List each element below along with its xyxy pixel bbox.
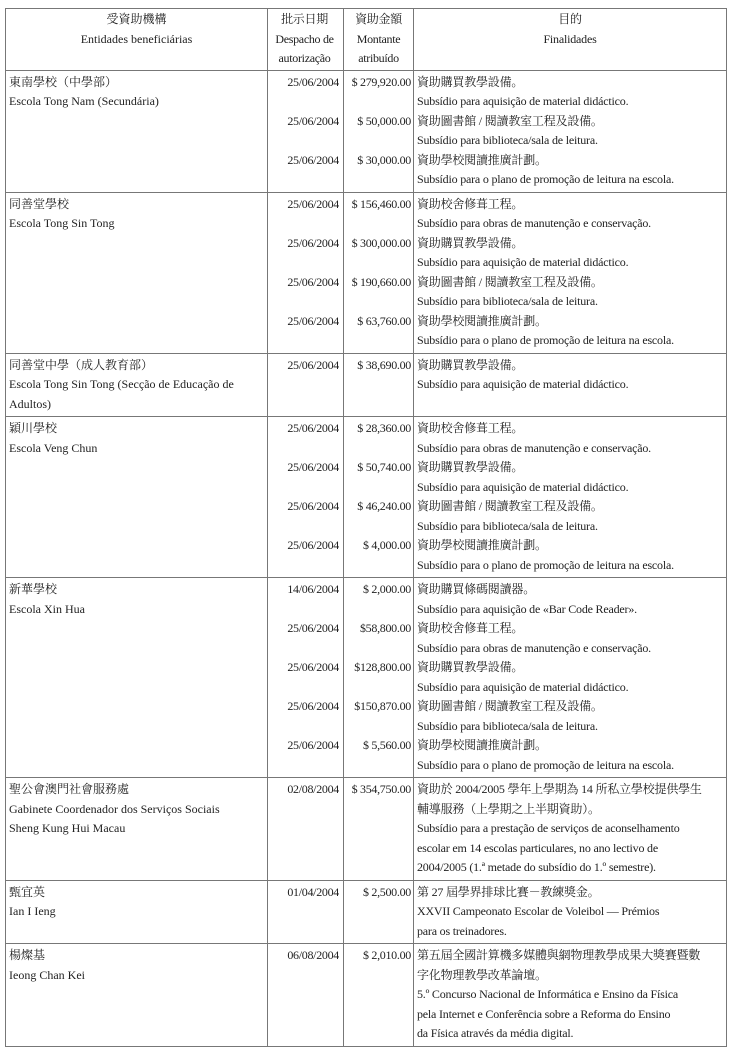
purpose-cell bbox=[414, 778, 727, 881]
purpose-line: 資助學校閱讀推廣計劃。 bbox=[417, 152, 547, 167]
header-line: 目的 bbox=[558, 12, 582, 26]
amount-entry bbox=[347, 619, 411, 658]
purpose-entry bbox=[417, 580, 723, 619]
date-entry bbox=[271, 946, 339, 1044]
beneficiary-name-line: Gabinete Coordenador dos Serviços Sociais bbox=[9, 801, 220, 816]
grant-amount: $ 279,920.00 bbox=[351, 74, 411, 89]
beneficiary-name-line: Escola Tong Sin Tong bbox=[9, 216, 115, 230]
purpose-line: Subsídio para biblioteca/sala de leitura. bbox=[417, 518, 598, 533]
purpose-entry bbox=[417, 273, 723, 312]
purpose-line: 資助學校閱讀推廣計劃。 bbox=[417, 538, 547, 552]
purpose-line: Subsídio para biblioteca/sala de leitura. bbox=[417, 133, 598, 147]
beneficiary-name-line: Ieong Chan Kei bbox=[9, 967, 85, 982]
beneficiary-name-line: 新華學校 bbox=[9, 582, 58, 596]
grant-amount: $ 2,010.00 bbox=[362, 948, 411, 962]
table-body bbox=[6, 70, 727, 1046]
amount-cell bbox=[344, 192, 414, 353]
date-cell bbox=[268, 70, 344, 192]
purpose-entry bbox=[417, 697, 723, 736]
amount-entry bbox=[347, 697, 411, 736]
purpose-entry bbox=[417, 946, 723, 1044]
beneficiary-cell bbox=[6, 944, 268, 1047]
purpose-line: Subsídio para aquisição de material didáctico. bbox=[417, 377, 629, 391]
amount-cell bbox=[344, 778, 414, 881]
approval-date: 25/06/2004 bbox=[287, 660, 339, 674]
approval-date: 06/08/2004 bbox=[287, 948, 339, 962]
header-line: Finalidades bbox=[543, 31, 597, 46]
approval-date: 25/06/2004 bbox=[287, 235, 339, 250]
grant-amount: $ 5,560.00 bbox=[362, 738, 411, 752]
amount-cell bbox=[344, 353, 414, 417]
purpose-entry bbox=[417, 312, 723, 351]
date-entry bbox=[271, 780, 339, 878]
beneficiary-name-line: 穎川學校 bbox=[9, 421, 58, 435]
purpose-line: Subsídio para aquisição de «Bar Code Reader». bbox=[417, 601, 637, 616]
purpose-entry bbox=[417, 536, 723, 575]
purpose-line: 資助購買教學設備。 bbox=[417, 660, 524, 674]
grant-amount: $ 2,500.00 bbox=[362, 884, 411, 899]
grant-amount: $ 28,360.00 bbox=[357, 421, 411, 435]
beneficiary-cell bbox=[6, 353, 268, 417]
date-entry bbox=[271, 419, 339, 458]
beneficiary-name-line: 楊燦基 bbox=[9, 948, 46, 962]
date-entry bbox=[271, 619, 339, 658]
purpose-line: 2004/2005 (1.ª metade do subsídio do 1.º semestre). bbox=[417, 860, 656, 874]
purpose-line: Subsídio para o plano de promoção de leitura na escola. bbox=[417, 172, 674, 186]
beneficiary-name-line: 同善堂中學（成人教育部） bbox=[9, 357, 154, 372]
purpose-line: pela Internet e Conferência sobre a Reforma do Ensino bbox=[417, 1006, 671, 1021]
beneficiary-name-line: Escola Veng Chun bbox=[9, 440, 98, 455]
amount-cell bbox=[344, 70, 414, 192]
approval-date: 02/08/2004 bbox=[287, 782, 339, 796]
approval-date: 25/06/2004 bbox=[287, 196, 339, 211]
purpose-line: 資助購買條碼閱讀器。 bbox=[417, 582, 536, 596]
amount-entry bbox=[347, 312, 411, 351]
beneficiary-cell bbox=[6, 778, 268, 881]
table-row bbox=[6, 353, 727, 417]
date-cell bbox=[268, 578, 344, 778]
table-row bbox=[6, 192, 727, 353]
amount-entry bbox=[347, 658, 411, 697]
header-line: Montante bbox=[356, 31, 401, 46]
amount-entry bbox=[347, 780, 411, 878]
purpose-line: para os treinadores. bbox=[417, 923, 507, 938]
header-purpose bbox=[414, 9, 727, 71]
date-entry bbox=[271, 658, 339, 697]
date-entry bbox=[271, 736, 339, 775]
amount-entry bbox=[347, 536, 411, 575]
date-cell bbox=[268, 353, 344, 417]
date-entry bbox=[271, 697, 339, 736]
grant-amount: $ 38,690.00 bbox=[357, 357, 411, 372]
purpose-line: 資助圖書館 / 閱讀教室工程及設備。 bbox=[417, 699, 603, 713]
amount-entry bbox=[347, 419, 411, 458]
table-header bbox=[6, 9, 727, 71]
purpose-line: XXVII Campeonato Escolar de Voleibol — Prémios bbox=[417, 904, 660, 918]
purpose-line: da Física através da média digital. bbox=[417, 1026, 574, 1040]
purpose-line: Subsídio para o plano de promoção de leitura na escola. bbox=[417, 557, 674, 572]
date-entry bbox=[271, 458, 339, 497]
date-cell bbox=[268, 778, 344, 881]
amount-cell bbox=[344, 578, 414, 778]
grant-amount: $ 2,000.00 bbox=[362, 582, 411, 596]
date-entry bbox=[271, 536, 339, 575]
approval-date: 25/06/2004 bbox=[287, 738, 339, 752]
date-entry bbox=[271, 273, 339, 312]
table-row bbox=[6, 778, 727, 881]
approval-date: 01/04/2004 bbox=[287, 884, 339, 899]
purpose-cell bbox=[414, 70, 727, 192]
grants-table bbox=[5, 8, 727, 1047]
grant-amount: $150,870.00 bbox=[354, 699, 411, 713]
header-line: Entidades beneficiárias bbox=[80, 31, 193, 46]
grant-amount: $ 46,240.00 bbox=[357, 499, 411, 513]
table-row bbox=[6, 417, 727, 578]
purpose-line: 資助學校閱讀推廣計劃。 bbox=[417, 313, 547, 328]
approval-date: 25/06/2004 bbox=[287, 460, 339, 474]
purpose-line: 5.º Concurso Nacional de Informática e Ensino da Física bbox=[417, 987, 678, 1001]
beneficiary-name-line: 同善堂學校 bbox=[9, 196, 70, 211]
grant-amount: $ 156,460.00 bbox=[351, 196, 411, 211]
amount-entry bbox=[347, 580, 411, 619]
amount-cell bbox=[344, 944, 414, 1047]
beneficiary-cell bbox=[6, 880, 268, 944]
grant-amount: $58,800.00 bbox=[359, 621, 411, 635]
purpose-entry bbox=[417, 419, 723, 458]
beneficiary-name-line: Ian I Ieng bbox=[9, 904, 56, 918]
purpose-line: 資助圖書館 / 閱讀教室工程及設備。 bbox=[417, 499, 603, 513]
purpose-entry bbox=[417, 780, 723, 878]
purpose-line: Subsídio para aquisição de material didáctico. bbox=[417, 479, 629, 494]
purpose-entry bbox=[417, 883, 723, 942]
beneficiary-name-line: Adultos) bbox=[9, 396, 51, 411]
amount-entry bbox=[347, 273, 411, 312]
purpose-line: 第 27 屆學界排球比賽－教練獎金。 bbox=[417, 884, 600, 899]
purpose-line: Subsídio para o plano de promoção de leitura na escola. bbox=[417, 333, 674, 347]
date-entry bbox=[271, 195, 339, 234]
approval-date: 25/06/2004 bbox=[287, 621, 339, 635]
purpose-line: Subsídio para obras de manutenção e conservação. bbox=[417, 440, 651, 455]
purpose-cell bbox=[414, 353, 727, 417]
beneficiary-name-line: Escola Tong Sin Tong (Secção de Educação de bbox=[9, 377, 234, 391]
purpose-line: 資助校舍修葺工程。 bbox=[417, 421, 524, 435]
amount-entry bbox=[347, 73, 411, 112]
purpose-line: 資助購買教學設備。 bbox=[417, 74, 524, 89]
grant-amount: $ 190,660.00 bbox=[351, 274, 411, 289]
purpose-line: Subsídio para a prestação de serviços de aconselhamento bbox=[417, 821, 680, 835]
purpose-cell bbox=[414, 944, 727, 1047]
amount-entry bbox=[347, 883, 411, 942]
beneficiary-name-line: 東南學校（中學部） bbox=[9, 74, 118, 89]
approval-date: 25/06/2004 bbox=[287, 421, 339, 435]
purpose-line: Subsídio para aquisição de material didáctico. bbox=[417, 94, 629, 108]
header-amount bbox=[344, 9, 414, 71]
purpose-entry bbox=[417, 234, 723, 273]
beneficiary-cell bbox=[6, 192, 268, 353]
purpose-line: escolar em 14 escolas particulares, no ano lectivo de bbox=[417, 840, 658, 855]
purpose-line: 資助圖書館 / 閱讀教室工程及設備。 bbox=[417, 274, 603, 289]
approval-date: 25/06/2004 bbox=[287, 152, 339, 167]
header-beneficiaries bbox=[6, 9, 268, 71]
date-cell bbox=[268, 417, 344, 578]
date-cell bbox=[268, 880, 344, 944]
grant-amount: $ 63,760.00 bbox=[357, 313, 411, 328]
purpose-line: 資助購買教學設備。 bbox=[417, 460, 524, 474]
grant-amount: $ 4,000.00 bbox=[362, 538, 411, 552]
amount-entry bbox=[347, 497, 411, 536]
amount-entry bbox=[347, 736, 411, 775]
date-entry bbox=[271, 356, 339, 395]
beneficiary-name-line: Escola Xin Hua bbox=[9, 601, 85, 616]
purpose-entry bbox=[417, 658, 723, 697]
purpose-line: 第五屆全國計算機多媒體與網物理教學成果大獎賽暨數 bbox=[417, 948, 701, 962]
header-line: atribuído bbox=[358, 51, 399, 65]
purpose-cell bbox=[414, 578, 727, 778]
purpose-line: 資助購買教學設備。 bbox=[417, 357, 524, 372]
purpose-cell bbox=[414, 417, 727, 578]
header-line: 受資助機構 bbox=[106, 12, 167, 26]
date-entry bbox=[271, 312, 339, 351]
purpose-line: Subsídio para biblioteca/sala de leitura. bbox=[417, 718, 598, 733]
header-line: 批示日期 bbox=[281, 12, 328, 26]
purpose-line: 資助校舍修葺工程。 bbox=[417, 621, 524, 635]
purpose-line: Subsídio para obras de manutenção e conservação. bbox=[417, 216, 651, 230]
beneficiary-name-line: 聖公會澳門社會服務處 bbox=[9, 782, 130, 796]
date-entry bbox=[271, 497, 339, 536]
beneficiary-name-line: 甄宜英 bbox=[9, 884, 46, 899]
approval-date: 25/06/2004 bbox=[287, 313, 339, 328]
date-entry bbox=[271, 151, 339, 190]
purpose-line: 字化物理教學改革論壇。 bbox=[417, 967, 547, 982]
amount-cell bbox=[344, 417, 414, 578]
purpose-line: Subsídio para obras de manutenção e conservação. bbox=[417, 640, 651, 655]
approval-date: 25/06/2004 bbox=[287, 113, 339, 128]
header-line: Despacho de bbox=[275, 31, 334, 46]
purpose-line: Subsídio para aquisição de material didáctico. bbox=[417, 255, 629, 269]
purpose-line: 資助學校閱讀推廣計劃。 bbox=[417, 738, 547, 752]
table-row bbox=[6, 70, 727, 192]
approval-date: 25/06/2004 bbox=[287, 274, 339, 289]
approval-date: 25/06/2004 bbox=[287, 499, 339, 513]
date-entry bbox=[271, 580, 339, 619]
header-line: 資助金額 bbox=[355, 12, 402, 26]
beneficiary-cell bbox=[6, 417, 268, 578]
approval-date: 25/06/2004 bbox=[287, 538, 339, 552]
purpose-line: 輔導服務（上學期之上半期資助）。 bbox=[417, 801, 600, 816]
header-date bbox=[268, 9, 344, 71]
amount-entry bbox=[347, 356, 411, 395]
date-cell bbox=[268, 192, 344, 353]
purpose-line: 資助校舍修葺工程。 bbox=[417, 196, 524, 211]
purpose-line: 資助購買教學設備。 bbox=[417, 235, 524, 250]
approval-date: 25/06/2004 bbox=[287, 74, 339, 89]
date-entry bbox=[271, 73, 339, 112]
approval-date: 14/06/2004 bbox=[287, 582, 339, 596]
amount-entry bbox=[347, 112, 411, 151]
table-row bbox=[6, 880, 727, 944]
amount-entry bbox=[347, 195, 411, 234]
grant-amount: $ 354,750.00 bbox=[351, 782, 411, 796]
purpose-entry bbox=[417, 619, 723, 658]
date-entry bbox=[271, 234, 339, 273]
amount-entry bbox=[347, 151, 411, 190]
date-cell bbox=[268, 944, 344, 1047]
purpose-entry bbox=[417, 356, 723, 395]
grant-amount: $ 50,740.00 bbox=[357, 460, 411, 474]
purpose-entry bbox=[417, 112, 723, 151]
amount-entry bbox=[347, 234, 411, 273]
purpose-line: 資助圖書館 / 閱讀教室工程及設備。 bbox=[417, 113, 603, 128]
purpose-entry bbox=[417, 497, 723, 536]
purpose-cell bbox=[414, 880, 727, 944]
purpose-line: Subsídio para aquisição de material didáctico. bbox=[417, 679, 629, 694]
purpose-entry bbox=[417, 458, 723, 497]
purpose-entry bbox=[417, 736, 723, 775]
approval-date: 25/06/2004 bbox=[287, 699, 339, 713]
beneficiary-cell bbox=[6, 70, 268, 192]
table-row bbox=[6, 944, 727, 1047]
date-entry bbox=[271, 112, 339, 151]
grant-amount: $ 30,000.00 bbox=[357, 152, 411, 167]
date-entry bbox=[271, 883, 339, 942]
approval-date: 25/06/2004 bbox=[287, 357, 339, 372]
grant-amount: $ 300,000.00 bbox=[351, 235, 411, 250]
purpose-line: Subsídio para biblioteca/sala de leitura. bbox=[417, 294, 598, 308]
amount-cell bbox=[344, 880, 414, 944]
purpose-entry bbox=[417, 151, 723, 190]
purpose-line: 資助於 2004/2005 學年上學期為 14 所私立學校提供學生 bbox=[417, 782, 702, 796]
grant-amount: $ 50,000.00 bbox=[357, 113, 411, 128]
grant-amount: $128,800.00 bbox=[354, 660, 411, 674]
purpose-line: Subsídio para o plano de promoção de leitura na escola. bbox=[417, 757, 674, 772]
table-row bbox=[6, 578, 727, 778]
beneficiary-cell bbox=[6, 578, 268, 778]
amount-entry bbox=[347, 946, 411, 1044]
beneficiary-name-line: Sheng Kung Hui Macau bbox=[9, 821, 126, 835]
beneficiary-name-line: Escola Tong Nam (Secundária) bbox=[9, 94, 159, 108]
header-line: autorização bbox=[278, 51, 331, 65]
purpose-entry bbox=[417, 195, 723, 234]
purpose-cell bbox=[414, 192, 727, 353]
amount-entry bbox=[347, 458, 411, 497]
purpose-entry bbox=[417, 73, 723, 112]
